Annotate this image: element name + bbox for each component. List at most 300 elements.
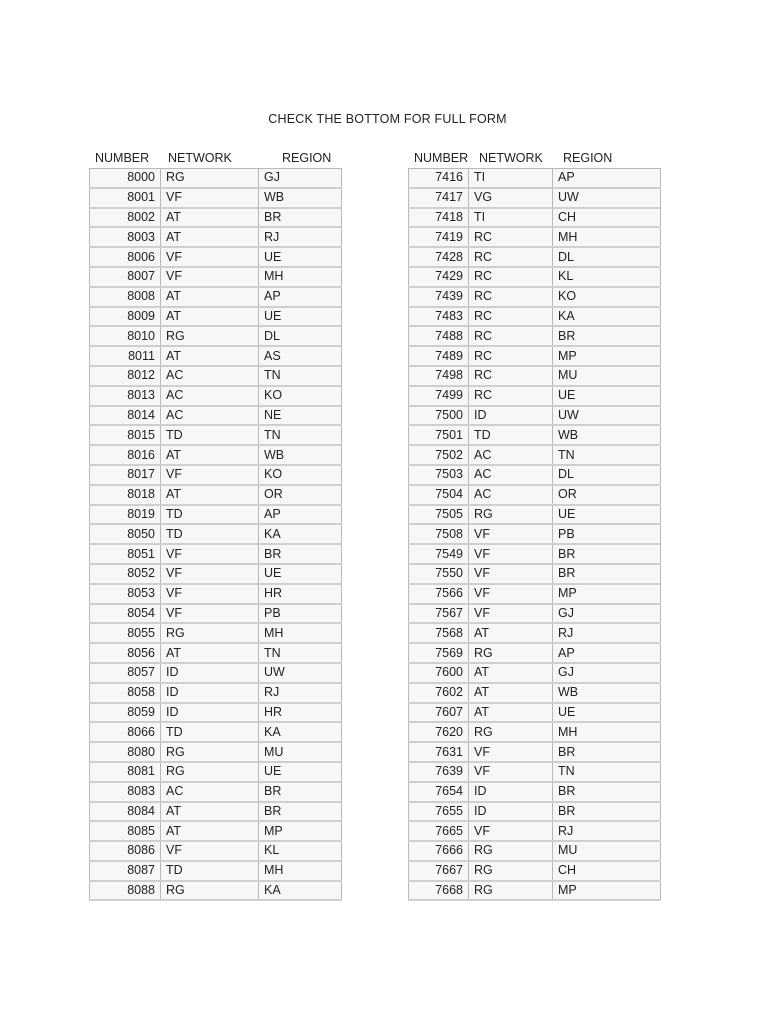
number-cell: 8018 [90,485,161,505]
number-cell: 8011 [90,346,161,366]
network-cell: ID [161,703,259,723]
table-row [409,485,661,505]
region-cell: RJ [553,821,661,841]
table-row [409,604,661,624]
number-cell: 7631 [409,742,469,762]
table-row [409,169,661,188]
table-row [409,287,661,307]
region-cell: KA [259,722,342,742]
network-cell: AT [161,821,259,841]
number-cell: 8087 [90,861,161,881]
region-cell: KL [553,267,661,287]
region-cell: MP [553,346,661,366]
table-row [409,208,661,228]
network-cell: RG [469,643,553,663]
region-cell: RJ [259,227,342,247]
table-row [409,821,661,841]
table-row [90,722,342,742]
region-cell: CH [553,861,661,881]
table-row [409,267,661,287]
number-cell: 7504 [409,485,469,505]
region-cell: AP [259,505,342,525]
region-cell: UE [259,307,342,327]
number-cell: 7566 [409,584,469,604]
region-cell: UE [553,505,661,525]
table-row [90,524,342,544]
table-row [409,307,661,327]
network-cell: ID [469,782,553,802]
region-cell: BR [259,802,342,822]
region-cell: MH [553,227,661,247]
region-cell: UW [553,188,661,208]
table-row [90,227,342,247]
number-cell: 8050 [90,524,161,544]
network-cell: AT [161,208,259,228]
region-cell: BR [259,782,342,802]
number-cell: 8006 [90,247,161,267]
network-cell: RC [469,307,553,327]
number-cell: 7498 [409,366,469,386]
network-cell: AC [469,485,553,505]
table-row [90,564,342,584]
number-cell: 7499 [409,386,469,406]
table-row [409,861,661,881]
region-cell: OR [259,485,342,505]
table-row [409,227,661,247]
number-cell: 7508 [409,524,469,544]
network-cell: AT [469,663,553,683]
table-row [409,584,661,604]
region-cell: MU [259,742,342,762]
network-cell: RG [161,762,259,782]
region-cell: TN [259,425,342,445]
region-cell: DL [553,465,661,485]
number-cell: 8053 [90,584,161,604]
table-row [409,188,661,208]
number-cell: 7568 [409,623,469,643]
table-row [90,762,342,782]
table-row [90,326,342,346]
region-cell: BR [553,564,661,584]
table-row [409,544,661,564]
region-cell: DL [553,247,661,267]
table-row [409,802,661,822]
network-cell: AT [161,307,259,327]
region-cell: WB [553,683,661,703]
network-cell: AT [469,683,553,703]
table-row [90,821,342,841]
network-cell: TD [161,722,259,742]
region-cell: AP [553,169,661,188]
network-cell: RG [469,505,553,525]
table-row [409,683,661,703]
network-cell: VF [469,524,553,544]
table-row [90,861,342,881]
region-cell: WB [553,425,661,445]
number-cell: 7665 [409,821,469,841]
network-cell: VF [161,247,259,267]
region-cell: KO [553,287,661,307]
network-cell: VF [161,465,259,485]
number-cell: 7567 [409,604,469,624]
number-cell: 7483 [409,307,469,327]
region-cell: KL [259,841,342,861]
number-cell: 8052 [90,564,161,584]
table-row [90,802,342,822]
network-cell: AT [161,802,259,822]
number-cell: 7600 [409,663,469,683]
table-row [90,346,342,366]
network-cell: AT [469,623,553,643]
network-cell: RG [161,623,259,643]
number-cell: 7602 [409,683,469,703]
table-row [409,445,661,465]
table-row [90,485,342,505]
region-cell: MH [553,722,661,742]
network-table-left-block [89,151,342,901]
number-cell: 7489 [409,346,469,366]
network-cell: AC [161,406,259,426]
number-cell: 7639 [409,762,469,782]
network-cell: VF [469,762,553,782]
number-cell: 7550 [409,564,469,584]
network-cell: VF [161,544,259,564]
network-cell: VF [161,604,259,624]
table-row [90,287,342,307]
network-cell: RC [469,326,553,346]
region-cell: OR [553,485,661,505]
table-row [90,307,342,327]
region-cell: MH [259,861,342,881]
number-cell: 7417 [409,188,469,208]
network-cell: VF [161,188,259,208]
table-row [409,623,661,643]
network-cell: TD [161,505,259,525]
network-cell: AT [161,445,259,465]
number-cell: 8051 [90,544,161,564]
number-cell: 7607 [409,703,469,723]
number-cell: 8054 [90,604,161,624]
network-cell: RG [161,742,259,762]
number-cell: 7419 [409,227,469,247]
region-cell: NE [259,406,342,426]
number-cell: 7503 [409,465,469,485]
network-cell: VG [469,188,553,208]
region-cell: BR [259,544,342,564]
network-cell: VF [469,584,553,604]
network-cell: RC [469,386,553,406]
number-cell: 8012 [90,366,161,386]
number-cell: 8056 [90,643,161,663]
region-cell: AP [553,643,661,663]
table-row [90,247,342,267]
table-row [409,247,661,267]
network-table-right [408,168,661,901]
network-cell: VF [161,841,259,861]
table-row [409,762,661,782]
region-cell: KA [259,524,342,544]
table-row [90,643,342,663]
number-cell: 8007 [90,267,161,287]
table-row [90,683,342,703]
region-cell: CH [553,208,661,228]
number-cell: 7505 [409,505,469,525]
network-cell: VF [469,564,553,584]
table-row [90,445,342,465]
region-cell: AP [259,287,342,307]
number-cell: 7655 [409,802,469,822]
region-cell: AS [259,346,342,366]
network-cell: VF [469,544,553,564]
table-row [90,169,342,188]
network-cell: RG [469,841,553,861]
table-row [90,208,342,228]
table-row [409,524,661,544]
network-cell: RC [469,247,553,267]
network-cell: TD [161,425,259,445]
network-cell: TD [469,425,553,445]
region-cell: WB [259,188,342,208]
region-cell: MP [553,881,661,901]
number-cell: 8055 [90,623,161,643]
region-cell: UE [553,386,661,406]
number-cell: 8057 [90,663,161,683]
network-cell: RG [161,881,259,901]
region-cell: UW [553,406,661,426]
network-cell: AC [161,366,259,386]
table-row [409,465,661,485]
region-cell: MU [553,841,661,861]
region-cell: MU [553,366,661,386]
number-cell: 8008 [90,287,161,307]
region-cell: UE [259,762,342,782]
region-cell: BR [553,782,661,802]
region-cell: TN [553,445,661,465]
table-row [90,742,342,762]
table-row [409,722,661,742]
number-cell: 7501 [409,425,469,445]
network-cell: VF [469,742,553,762]
region-cell: BR [553,544,661,564]
table-row [409,326,661,346]
table-row [409,643,661,663]
number-cell: 8080 [90,742,161,762]
header-region: REGION [563,151,613,165]
network-table-left [89,168,342,901]
network-cell: AT [161,287,259,307]
table-row [409,663,661,683]
table-row [90,623,342,643]
number-cell: 7668 [409,881,469,901]
table-row [90,267,342,287]
table-row [409,366,661,386]
network-cell: AC [469,465,553,485]
region-cell: MP [259,821,342,841]
table-row [409,564,661,584]
region-cell: RJ [259,683,342,703]
number-cell: 8084 [90,802,161,822]
region-cell: GJ [553,604,661,624]
number-cell: 8003 [90,227,161,247]
network-cell: AC [161,782,259,802]
table-row [90,386,342,406]
table-row [90,465,342,485]
number-cell: 7429 [409,267,469,287]
table-row [90,584,342,604]
number-cell: 8017 [90,465,161,485]
table-row [90,841,342,861]
number-cell: 7418 [409,208,469,228]
region-cell: GJ [553,663,661,683]
region-cell: UE [259,564,342,584]
region-cell: KO [259,386,342,406]
table-header-row [408,151,661,167]
table-row [409,782,661,802]
table-row [409,346,661,366]
region-cell: BR [553,802,661,822]
number-cell: 7667 [409,861,469,881]
table-row [409,841,661,861]
table-row [90,703,342,723]
network-cell: TD [161,524,259,544]
number-cell: 8088 [90,881,161,901]
number-cell: 8015 [90,425,161,445]
header-number: NUMBER [414,151,469,165]
number-cell: 8083 [90,782,161,802]
network-cell: AT [161,346,259,366]
number-cell: 7416 [409,169,469,188]
number-cell: 8081 [90,762,161,782]
region-cell: UW [259,663,342,683]
number-cell: 8085 [90,821,161,841]
network-cell: AT [161,643,259,663]
number-cell: 8001 [90,188,161,208]
table-row [90,366,342,386]
network-cell: AT [161,485,259,505]
number-cell: 7654 [409,782,469,802]
page-title: CHECK THE BOTTOM FOR FULL FORM [268,112,507,126]
table-row [409,703,661,723]
network-cell: VF [161,584,259,604]
network-cell: VF [469,821,553,841]
header-network: NETWORK [479,151,543,165]
table-row [409,425,661,445]
number-cell: 8066 [90,722,161,742]
table-row [409,505,661,525]
network-cell: ID [469,406,553,426]
network-cell: AT [161,227,259,247]
number-cell: 8086 [90,841,161,861]
network-cell: TI [469,169,553,188]
region-cell: MP [553,584,661,604]
network-cell: AC [161,386,259,406]
network-cell: ID [469,802,553,822]
network-cell: AT [469,703,553,723]
header-number: NUMBER [95,151,150,165]
number-cell: 8019 [90,505,161,525]
table-row [409,881,661,901]
region-cell: UE [259,247,342,267]
number-cell: 7502 [409,445,469,465]
region-cell: HR [259,703,342,723]
number-cell: 8059 [90,703,161,723]
region-cell: WB [259,445,342,465]
table-row [90,505,342,525]
header-region: REGION [282,151,332,165]
number-cell: 7488 [409,326,469,346]
table-row [90,406,342,426]
table-row [90,544,342,564]
network-cell: RC [469,287,553,307]
region-cell: MH [259,267,342,287]
region-cell: GJ [259,169,342,188]
region-cell: TN [259,643,342,663]
number-cell: 8014 [90,406,161,426]
region-cell: RJ [553,623,661,643]
network-cell: TD [161,861,259,881]
network-cell: VF [161,564,259,584]
table-row [90,188,342,208]
network-cell: RC [469,267,553,287]
network-cell: RC [469,227,553,247]
network-cell: RC [469,346,553,366]
number-cell: 8002 [90,208,161,228]
number-cell: 7620 [409,722,469,742]
network-cell: RG [469,881,553,901]
region-cell: HR [259,584,342,604]
network-cell: ID [161,663,259,683]
number-cell: 7439 [409,287,469,307]
number-cell: 7666 [409,841,469,861]
number-cell: 8009 [90,307,161,327]
network-cell: VF [161,267,259,287]
number-cell: 8010 [90,326,161,346]
table-row [90,425,342,445]
region-cell: KO [259,465,342,485]
network-cell: VF [469,604,553,624]
region-cell: MH [259,623,342,643]
network-cell: RG [161,169,259,188]
network-cell: AC [469,445,553,465]
region-cell: BR [553,326,661,346]
table-row [409,386,661,406]
number-cell: 8016 [90,445,161,465]
number-cell: 8013 [90,386,161,406]
region-cell: UE [553,703,661,723]
region-cell: KA [259,881,342,901]
region-cell: PB [259,604,342,624]
network-cell: RG [161,326,259,346]
network-cell: ID [161,683,259,703]
table-row [90,881,342,901]
table-row [90,663,342,683]
number-cell: 7428 [409,247,469,267]
table-header-row [89,151,342,167]
region-cell: PB [553,524,661,544]
number-cell: 7569 [409,643,469,663]
region-cell: BR [259,208,342,228]
table-row [90,782,342,802]
table-row [409,406,661,426]
number-cell: 8000 [90,169,161,188]
table-row [409,742,661,762]
region-cell: BR [553,742,661,762]
network-cell: RG [469,861,553,881]
region-cell: DL [259,326,342,346]
network-cell: RC [469,366,553,386]
region-cell: TN [259,366,342,386]
network-cell: TI [469,208,553,228]
